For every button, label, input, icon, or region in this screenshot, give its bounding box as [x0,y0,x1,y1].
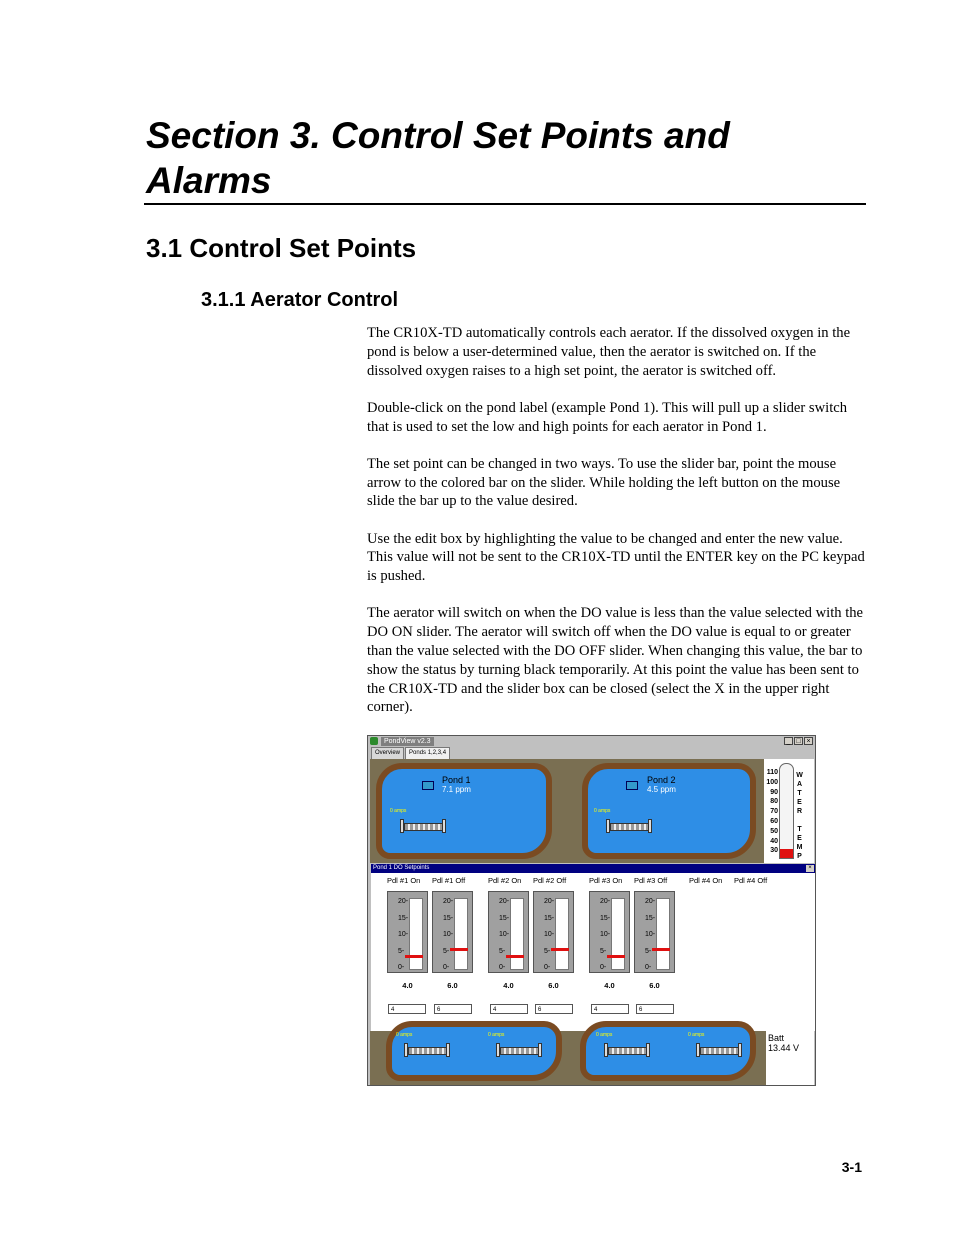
temp-tick: 80 [770,798,778,806]
pond-1-label[interactable] [442,776,471,794]
temp-tick: 50 [770,827,778,835]
slider-tick: 20- [443,898,454,905]
slider-thumb[interactable] [607,955,625,958]
slider-value: 6.0 [447,981,458,990]
aerator-icon [696,1043,742,1057]
slider-tick: 10- [645,931,656,938]
pond-name[interactable]: Pond 1 [442,775,471,785]
slider-tick: 5- [443,947,450,955]
slider-tick: 20- [645,898,656,905]
slider-value: 4.0 [604,981,615,990]
pond-map-lower [370,1031,766,1085]
section-heading: 3.1 Control Set Points [146,233,417,263]
slider-tick: 5- [600,947,607,955]
slider-tick: 10- [398,931,409,938]
temp-tick: 30 [770,847,778,855]
slider-tick: 15- [645,914,656,922]
page-number: 3-1 [841,1159,862,1175]
pond-do-value: 4.5 ppm [647,785,676,794]
pond-2-label[interactable] [647,776,676,794]
slider-value: 4.0 [503,981,514,990]
window-title: PondView v2.3 [381,737,434,746]
thermometer-fill [780,849,793,858]
battery-readout [766,1031,814,1085]
slider-value: 4.0 [402,981,413,990]
temp-tick: 60 [770,817,778,825]
pond-do-value: 7.1 ppm [442,785,471,794]
minimize-button[interactable]: _ [784,737,793,745]
do-slider[interactable] [634,891,675,973]
temp-tick: 70 [770,808,778,816]
setpoint-edit-box[interactable]: 4 [591,1004,629,1014]
slider-tick: 20- [398,898,409,905]
paragraph: The set point can be changed in two ways. To use the slider bar, point the mouse arrow to the colored bar on the slider. While holding the left button on the mouse slide the bar up to the value desired. [367,455,841,510]
water-temp-gauge [764,759,814,863]
app-logo-icon [370,737,378,745]
thermometer-tube [779,763,794,859]
slider-tick: 10- [544,931,555,938]
slider-tick: 10- [443,931,454,938]
dialog-title: Pond 1 DO Setpoints [373,865,430,871]
temp-tick: 110 [766,769,778,776]
dialog-close-button[interactable]: × [806,865,814,872]
temp-tick: 90 [770,788,778,796]
slider-label: Pdl #4 On [689,876,723,885]
slider-tick: 10- [600,931,611,938]
paragraph: Use the edit box by highlighting the value to be changed and enter the new value. This value will not be sent to the CR10X-TD until the ENTER key on the PC keypad is pushed. [367,530,865,585]
slider-label: Pdl #4 Off [734,876,768,885]
tab-bar [371,747,451,759]
slider-label: Pdl #1 On [387,876,421,885]
do-slider[interactable] [488,891,529,973]
pond-name[interactable]: Pond 2 [647,775,676,785]
slider-label: Pdl #1 Off [432,876,466,885]
title-rule [144,203,866,205]
setpoint-edit-box[interactable]: 6 [535,1004,573,1014]
do-slider[interactable] [589,891,630,973]
aerator-amps: 0 amps [396,1032,413,1038]
aerator-amps: 0 amps [594,808,611,814]
paragraph: The CR10X-TD automatically controls each aerator. If the dissolved oxygen in the pond is below a user-determined value, then the aerator is switched on. If the dissolved oxygen raises to a high set point, the aerator is switched off. [367,325,851,379]
setpoint-edit-box[interactable]: 6 [434,1004,472,1014]
slider-tick: 0- [645,964,652,971]
slider-thumb[interactable] [652,948,670,951]
do-slider[interactable] [387,891,428,973]
close-button[interactable]: × [804,737,813,745]
slider-tick: 5- [398,947,405,955]
temp-tick: 100 [766,778,778,786]
paragraph: Double-click on the pond label (example Pond 1). This will pull up a slider switch that is used to set the low and high points for each aerator in Pond 1. [367,399,848,435]
slider-value: 6.0 [649,981,660,990]
do-slider[interactable] [533,891,574,973]
slider-tick: 0- [499,964,506,971]
aerator-icon [606,819,652,833]
slider-thumb[interactable] [450,948,468,951]
slider-label: Pdl #2 On [488,876,522,885]
setpoint-edit-box[interactable]: 4 [490,1004,528,1014]
slider-tick: 5- [499,947,506,955]
slider-tick: 0- [398,964,405,971]
slider-label: Pdl #2 Off [533,876,567,885]
aerator-icon [604,1043,650,1057]
slider-tick: 15- [398,914,409,922]
aerator-icon [496,1043,542,1057]
slider-thumb[interactable] [405,955,423,958]
setpoint-edit-box[interactable]: 4 [388,1004,426,1014]
slider-tick: 20- [544,898,555,905]
body-text [367,324,867,736]
paragraph: The aerator will switch on when the DO value is less than the value selected with the DO ON slider. The aerator will switch off when the DO value is equal to or greater than the value selected with the DO OFF slider. When changing this value, the bar to show the status by turning black temporarily. At this point the value has been sent to the CR10X-TD and the slider box can be closed (select the X in the upper right corner). [367,605,864,716]
aerator-amps: 0 amps [688,1032,705,1038]
slider-tick: 0- [544,964,551,971]
slider-tick: 20- [499,898,510,905]
pond-flag-icon [422,781,434,790]
aerator-amps: 0 amps [596,1032,613,1038]
aerator-icon [400,819,446,833]
aerator-amps: 0 amps [390,808,407,814]
slider-tick: 15- [443,914,454,922]
slider-tick: 10- [499,931,510,938]
pondview-screenshot [367,735,816,1086]
water-temp-label: W A T E R T E M P [796,772,803,860]
slider-label: Pdl #3 On [589,876,623,885]
subsection-heading: 3.1.1 Aerator Control [201,289,399,311]
slider-tick: 0- [600,964,607,971]
temp-tick: 40 [770,837,778,845]
maximize-button[interactable]: □ [794,737,803,745]
slider-label: Pdl #3 Off [634,876,668,885]
aerator-icon [404,1043,450,1057]
slider-tick: 20- [600,898,611,905]
slider-value: 6.0 [548,981,559,990]
slider-tick: 15- [544,914,555,922]
temp-scale [766,768,778,856]
slider-tick: 0- [443,964,450,971]
slider-tick: 15- [499,914,510,922]
batt-value: 13.44 V [768,1043,800,1053]
tab-ponds[interactable]: Ponds 1,2,3,4 [405,747,450,759]
slider-tick: 5- [645,947,652,955]
page-title: Section 3. Control Set Points and Alarms [146,115,730,201]
aerator-amps: 0 amps [488,1032,505,1038]
dialog-titlebar [371,864,816,873]
batt-label: Batt [768,1033,785,1043]
slider-thumb[interactable] [551,948,569,951]
slider-tick: 5- [544,947,551,955]
setpoint-edit-box[interactable]: 6 [636,1004,674,1014]
window-titlebar [368,736,815,747]
pond-map [370,759,814,863]
do-slider[interactable] [432,891,473,973]
setpoints-dialog [371,864,816,1031]
tab-overview[interactable]: Overview [371,747,404,759]
slider-tick: 15- [600,914,611,922]
pond-flag-icon [626,781,638,790]
slider-thumb[interactable] [506,955,524,958]
